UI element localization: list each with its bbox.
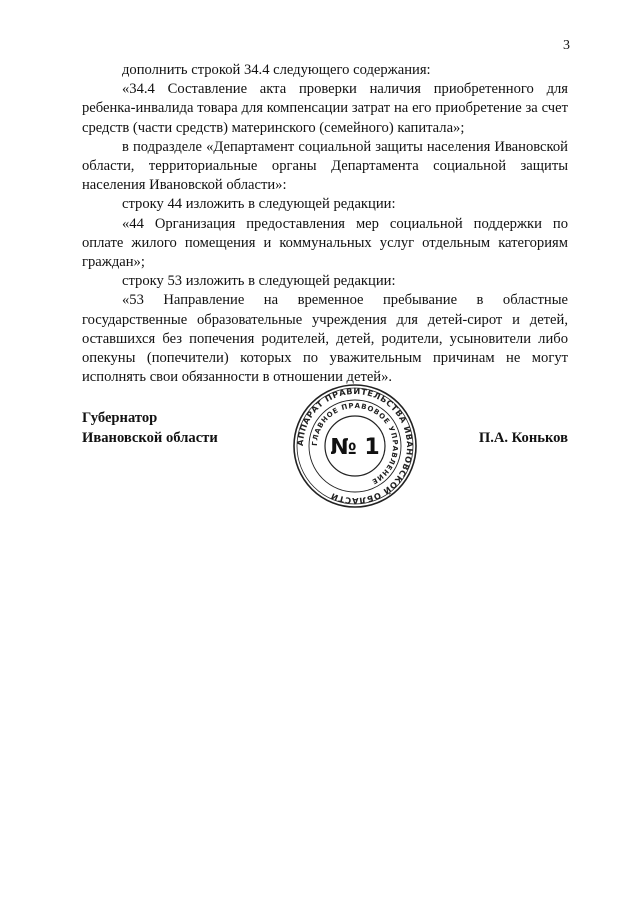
paragraph-1: дополнить строкой 34.4 следующего содержания: — [122, 62, 431, 78]
signatory-title-line-2: Ивановской области — [82, 430, 218, 446]
paragraph-2: «34.4 Составление акта проверки наличия приобретенного для ребенка-инвалида товара для компенсации затрат на его приобретение за счет средств (части средств) материнского (семейного) капитала»; — [82, 81, 568, 136]
seal-inner-text: ГЛАВНОЕ ПРАВОВОЕ УПРАВЛЕНИЕ — [310, 401, 400, 486]
paragraph-7: «53 Направление на временное пребывание в областные государственные образовательные учреждения для детей-сирот и детей, оставшихся без попечения родителей, детей, родители, усыновители либо опекуны (попечители) которых по уважительным причинам не могут исполнять свои обязанности в отношении детей». — [82, 292, 568, 386]
paragraph-4: строку 44 изложить в следующей редакции: — [122, 196, 396, 213]
page-number: 3 — [563, 38, 570, 53]
document-body — [82, 61, 568, 387]
seal-outer-text: АППАРАТ ПРАВИТЕЛЬСТВА ИВАНОВСКОЙ ОБЛАСТИ — [294, 385, 416, 507]
signatory-title — [82, 408, 218, 448]
seal-number: № 1 — [330, 435, 380, 460]
signature-block — [82, 385, 568, 508]
paragraph-5: «44 Организация предоставления мер социальной поддержки по оплате жилого помещения и коммунальных услуг отдельным категориям граждан»; — [82, 215, 568, 271]
signatory-title-line-1: Губернатор — [82, 410, 158, 426]
signatory-name: П.А. Коньков — [478, 430, 568, 446]
paragraph-6: строку 53 изложить в следующей редакции: — [122, 273, 396, 290]
paragraph-3: в подразделе «Департамент социальной защиты населения Ивановской области, территориальные органы Департамента социальной защиты населения Ивановской области»: — [82, 138, 568, 194]
official-seal — [292, 383, 418, 509]
seal-graphic — [292, 383, 418, 509]
